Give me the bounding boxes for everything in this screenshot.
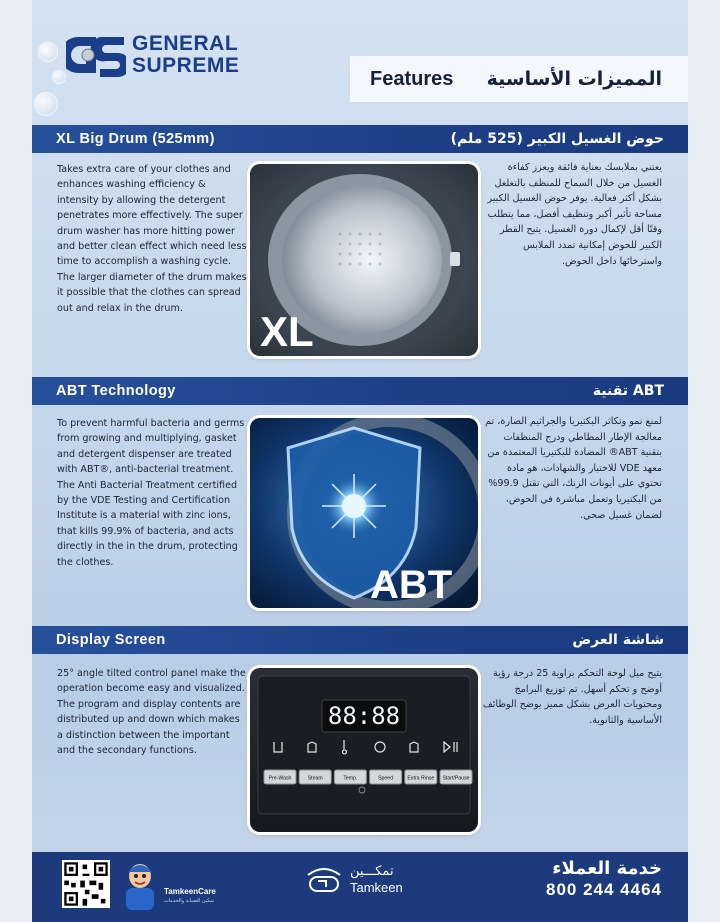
features-title-ar: المميزات الأساسية xyxy=(486,68,662,90)
section-title-en: ABT Technology xyxy=(56,383,176,399)
display-description-ar: يتيح ميل لوحة التحكم بزاوية 25 درجة رؤية أوضح و تحكم أسهل. تم توزيع البرامج ومحتويات العرض بشكل مميز يوضح الوظائف الأساسية والثانوية. xyxy=(482,668,662,726)
drum-description-en: Takes extra care of your clothes and enhances washing efficiency & intensity by allowing the detergent penetrates more effectively. The super drum washer has more hitting power and better clean effect which need less time to accomplish a washing cycle. The larger diameter of the drum makes it possible that the clothes can spread out and relax in the drum. xyxy=(57,164,247,314)
footer xyxy=(32,852,688,922)
abt-image xyxy=(250,418,478,608)
section-bar-drum xyxy=(32,125,688,153)
tamkeen-mark-icon xyxy=(304,865,344,895)
features-header xyxy=(350,56,688,102)
section-bar-abt xyxy=(32,377,688,405)
panel-button-label: Start/Pause xyxy=(442,775,470,782)
tamkeen-en: Tamkeen xyxy=(350,880,403,895)
xl-badge: XL xyxy=(260,308,314,355)
bubble-decoration xyxy=(52,70,66,84)
abt-description-en: To prevent harmful bacteria and germs from growing and multiplying, gasket and detergent dispenser are treated with ABT®, anti-bacterial treatment. The Anti Bacterial Treatment certified by the VDE Testing and Certification Institute is a material with zinc ions, that kills 99.9% of bacteria, and acts directly in the in the drum, protecting the clothes. xyxy=(57,418,245,568)
drum-description-ar: يعتني بملابسك بعناية فائقة ويعزز كفاءة الغسيل من خلال السماح للمنظف بالتغلغل بشكل أكثر فعالية. يوفر حوض الغسيل الكبير مساحة تأثير أكبر وتنظيف أفضل، مما يتطلب وقتًا أقل لإكمال دورة الغسيل. يتيح القطر الكبير للحوض إمكانية تمدد الملابس واسترخائها داخل الحوض. xyxy=(487,162,662,267)
tamkeen-logo xyxy=(304,864,403,896)
panel-button-label: Steam xyxy=(307,775,323,782)
control-panel-image xyxy=(250,668,478,832)
mascot-technician xyxy=(118,860,162,912)
qr-code[interactable] xyxy=(62,860,110,908)
brand-line-2: SUPREME xyxy=(132,54,240,77)
panel-button-label: Speed xyxy=(378,775,394,782)
brochure-page xyxy=(32,0,688,922)
bubble-decoration xyxy=(34,92,58,116)
display-description-en: 25° angle tilted control panel make the operation become easy and visualized. The program and display contents are distributed up and down which makes a distinction between the important and the secondary functions. xyxy=(57,668,246,757)
customer-service xyxy=(546,858,662,900)
drum-image xyxy=(250,164,478,356)
abt-description-ar: لمنع نمو وتكاثر البكتيريا والجراثيم الضارة، تم معالجة الإطار المطاطي ودرج المنظفات بتقنية ABT® المضادة للبكتيريا المعتمدة من معهد VDE للاختبار والشهادات، هو مادة تحتوي على أيونات الزنك، التي تقتل 99.9% من البكتيريا وتعمل مباشرة في الحوض، لضمان غسيل صحي. xyxy=(485,416,662,521)
section-title-ar: حوض الغسيل الكبير (525 ملم) xyxy=(450,131,664,147)
abt-badge: ABT xyxy=(370,563,453,607)
features-title-en: Features xyxy=(370,67,454,90)
panel-display-digits: 88:88 xyxy=(327,702,401,730)
tamkeen-ar: تمكـــين xyxy=(350,864,394,879)
section-bar-display xyxy=(32,626,688,654)
bubble-decoration xyxy=(38,42,58,62)
section-title-ar: شاشة العرض xyxy=(572,632,664,648)
panel-button-label: Extra Rinse xyxy=(407,775,435,782)
panel-button-label: Pre-Wash xyxy=(268,775,292,782)
tamkeen-care-sub: تمكين للصيانة والخدمات xyxy=(164,898,215,904)
section-title-ar: تقنية ABT xyxy=(592,383,664,399)
brand-logo xyxy=(66,33,239,77)
brand-mark-icon xyxy=(66,33,126,77)
section-title-en: XL Big Drum (525mm) xyxy=(56,131,215,147)
customer-service-title: خدمة العملاء xyxy=(552,858,662,879)
tamkeen-care-logo: TamkeenCare xyxy=(164,887,216,896)
customer-service-phone[interactable]: 800 244 4464 xyxy=(546,880,662,899)
panel-button-label: Temp. xyxy=(343,775,358,782)
brand-line-1: GENERAL xyxy=(132,32,239,55)
section-title-en: Display Screen xyxy=(56,632,166,648)
